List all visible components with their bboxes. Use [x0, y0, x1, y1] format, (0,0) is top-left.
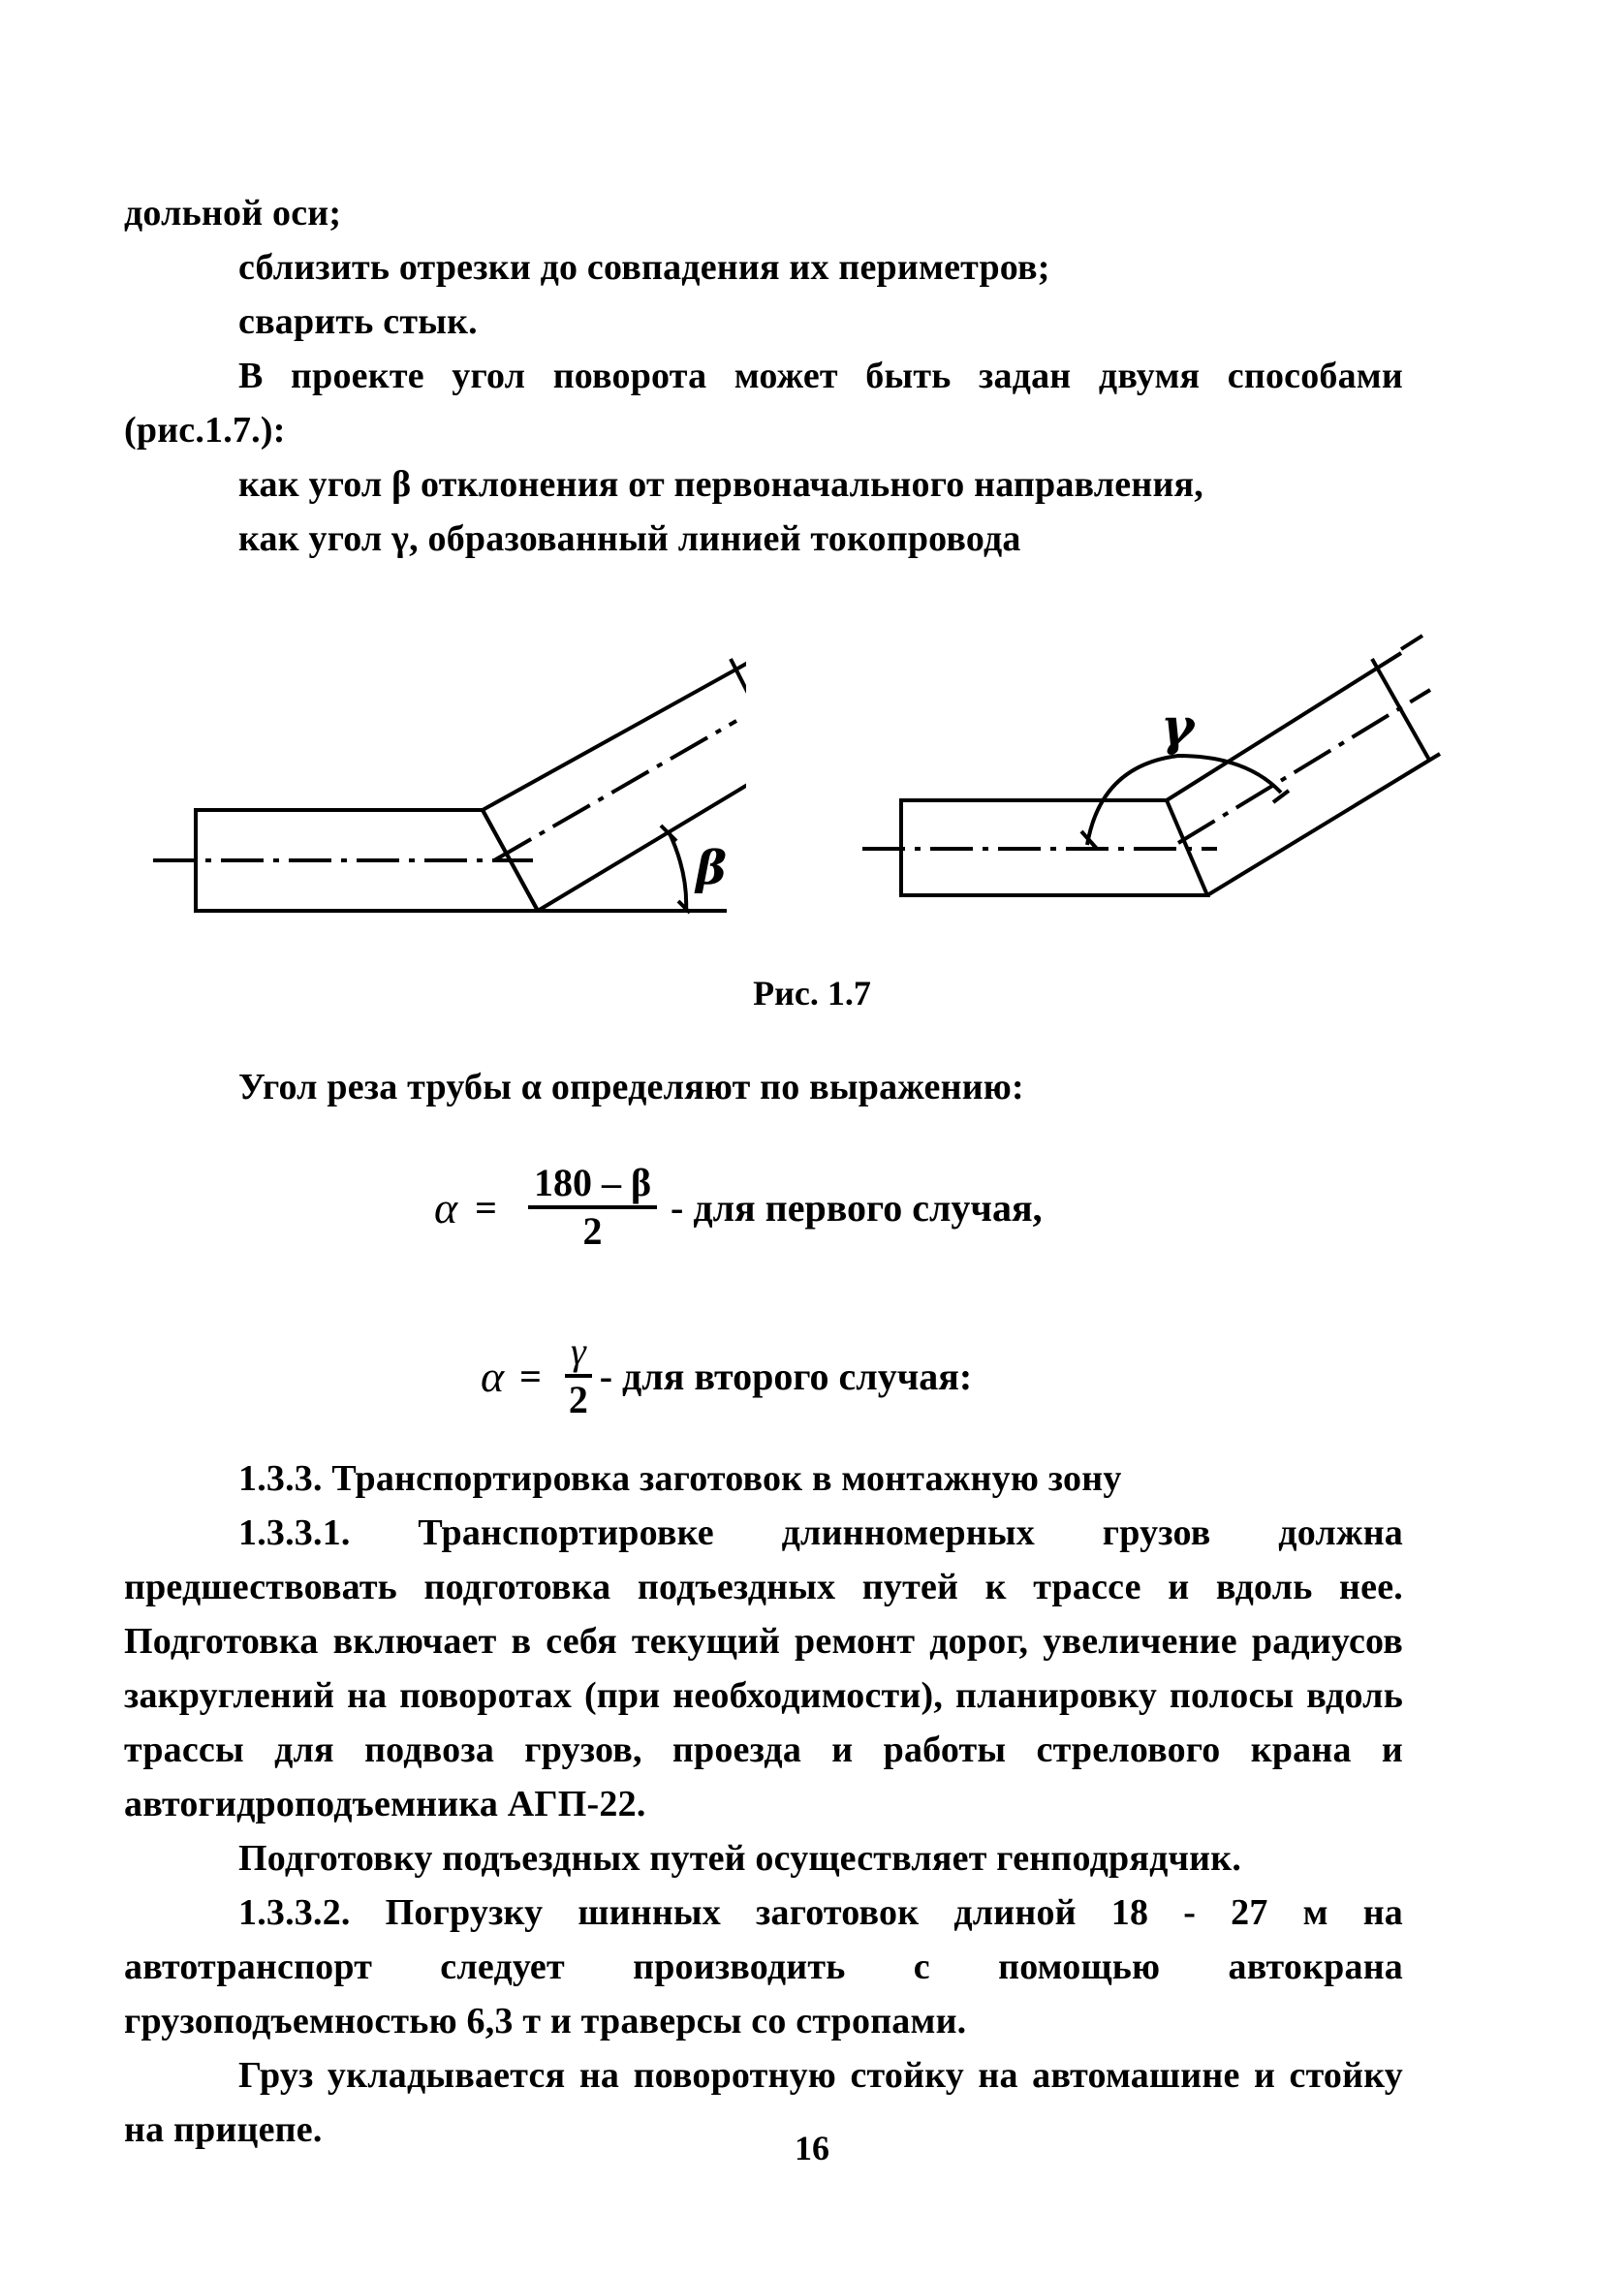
formula-equals: =: [475, 1185, 497, 1230]
formula-lhs: α: [481, 1351, 505, 1401]
text-line: как угол β отклонения от первоначального направления,: [238, 464, 1204, 505]
text-paragraph: Груз укладывается на поворотную стойку на автомашине и стойку на прицепе.: [124, 2055, 1403, 2150]
fraction-numerator: γ: [565, 1329, 592, 1378]
text-line: Угол реза трубы α определяют по выражению:: [238, 1067, 1024, 1107]
figure-gamma-diagram: [859, 620, 1459, 950]
text-line: сблизить отрезки до совпадения их периметров;: [238, 247, 1050, 288]
top-text-block: [124, 186, 1403, 566]
formula-lhs: α: [434, 1182, 458, 1232]
formula-first-case: [434, 1161, 1043, 1254]
figure-beta-diagram: [145, 620, 746, 950]
gamma-label: γ: [1161, 698, 1195, 757]
formula-second-case: [481, 1329, 972, 1422]
body-text-block: [124, 1451, 1403, 2157]
formula-note: - для второго случая:: [599, 1354, 973, 1398]
fraction: [565, 1329, 592, 1422]
page-number: 16: [795, 2129, 829, 2167]
text-line: как угол γ, образованный линией токопровода: [238, 518, 1021, 559]
fraction: [528, 1161, 657, 1254]
beta-label: β: [696, 841, 727, 895]
text-paragraph: 1.3.3.2. Погрузку шинных заготовок длиной 18 - 27 м на автотранспорт следует производить с помощью автокрана грузоподъемностью 6,3 т и траверсы со стропами.: [124, 1892, 1403, 2041]
fraction-numerator: 180 – β: [528, 1161, 657, 1209]
formula-equals: =: [519, 1354, 542, 1398]
figure-caption: Рис. 1.7: [753, 974, 871, 1013]
text-line: сварить стык.: [238, 301, 478, 342]
text-paragraph: Подготовку подъездных путей осуществляет генподрядчик.: [238, 1838, 1242, 1879]
fraction-denominator: 2: [568, 1378, 588, 1421]
section-heading: 1.3.3. Транспортировка заготовок в монтажную зону: [238, 1458, 1122, 1499]
text-paragraph: В проекте угол поворота может быть задан двумя способами (рис.1.7.):: [124, 356, 1403, 451]
text-paragraph: 1.3.3.1. Транспортировке длинномерных грузов должна предшествовать подготовка подъездных путей к трассе и вдоль нее. Подготовка включает в себя текущий ремонт дорог, увеличение радиусов закруглений на поворотах (при необходимости), планировку полосы вдоль трассы для подвоза грузов, проезда и работы стрелового крана и автогидроподъемника АГП-22.: [124, 1512, 1403, 1824]
formula-note: - для первого случая,: [671, 1185, 1043, 1230]
formula-intro: [124, 1060, 1403, 1114]
text-line: дольной оси;: [124, 193, 342, 234]
fraction-denominator: 2: [582, 1209, 603, 1253]
